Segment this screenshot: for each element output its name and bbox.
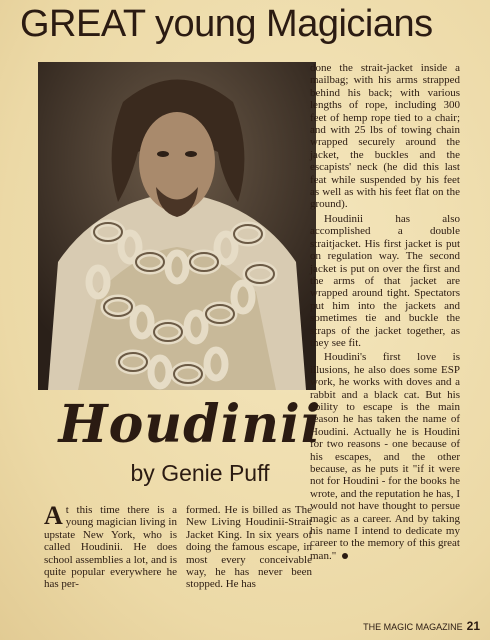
end-mark-icon xyxy=(342,553,348,559)
paragraph xyxy=(310,351,460,562)
paragraph: done the strait-jacket inside a mailbag; with his arms strapped behind his back; with various lengths of rope, including 300 feet of hemp rope tied to a chair; and with 25 lbs of towing chain wrapped securely around the jacket, the buckles and the escapists' neck (he did this last feat while suspended by his feet as well as with his feet flat on the ground). xyxy=(310,62,460,211)
paragraph-text: formed. He is billed as The New Living Houdinii-Strait Jacket King. In six years of doing the famous escape, in most every conceivable way, he has never been stopped. He has xyxy=(186,504,312,591)
byline: by Genie Puff xyxy=(130,460,270,486)
left-column-text xyxy=(44,501,177,634)
drop-cap: A xyxy=(44,501,63,530)
middle-column-text xyxy=(186,504,312,634)
paragraph: Houdinii has also accomplished a double straitjacket. His first jacket is put on regulation way. The second jacket is put on over the first and the arms of that jacket are wrapped around tight. Spectators put him into the jackets and sometimes tie and buckle the straps of the jacket together, as they see fit. xyxy=(310,212,460,349)
right-column-text xyxy=(310,62,460,582)
performer-photo xyxy=(38,62,316,390)
paragraph-text: Houdini's first love is illusions, he also does some ESP work, he works with doves and a rabbit and a black cat. But his ability to escape is the main reason he has taken the name of Houdini. Actually he is Houdini for two reasons - one because of his escapes, and the other because, as he puts it "if it were not for Houdini - for the books he wrote, and the reputation he has, I would not have thought to persue magic as a career. And by taking his name I intend to dedicate my career to the memory of this great man." xyxy=(310,351,460,562)
photo-performer-in-chains xyxy=(38,62,316,390)
headline: GREAT young Magicians xyxy=(20,3,433,45)
magazine-name: THE MAGIC MAGAZINE xyxy=(363,622,463,632)
paragraph-text: t this time there is a young magician living in upstate New York, who is called Houdinii. He does school assemblies a lot, and is quite popular everywhere he has per- xyxy=(44,504,177,591)
page-number: 21 xyxy=(466,619,480,633)
page-footer xyxy=(363,618,480,634)
article-title: Houdinii xyxy=(58,394,322,455)
